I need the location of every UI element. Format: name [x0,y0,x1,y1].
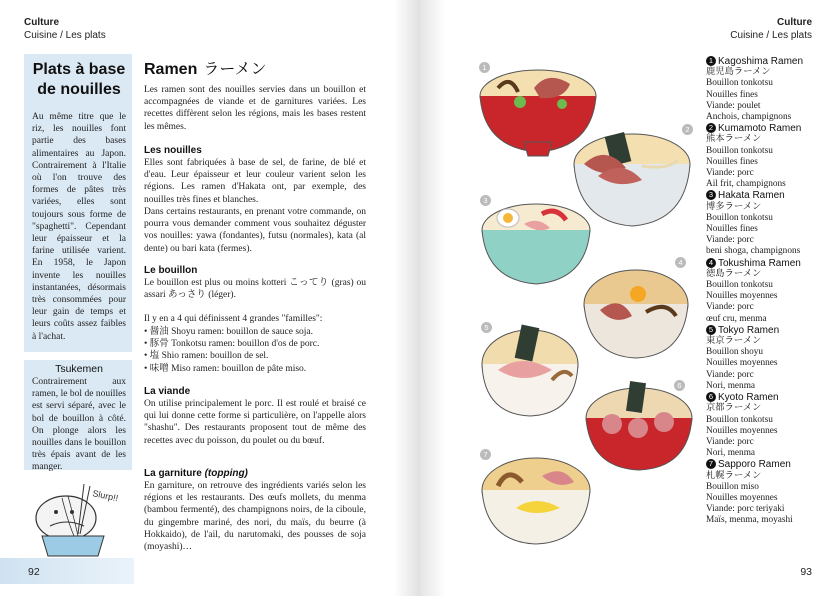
item-number: 4 [706,258,716,268]
gutter-shadow [420,0,446,596]
item-number: 3 [706,190,716,200]
tsukemen-title: Tsukemen [55,363,103,375]
item-line: Bouillon tonkotsu [706,414,773,425]
item-name: Kyoto Ramen [718,392,779,404]
section-title-viande: La viande [144,386,191,397]
item-line: Bouillon miso [706,481,759,492]
bouillon-list [144,326,366,375]
bowl-badge: 2 [682,124,693,135]
item-number: 6 [706,392,716,402]
item-line: Bouillon tonkotsu [706,280,773,291]
item-number: 7 [706,459,716,469]
sidebar-title-line2: de nouilles [37,81,121,98]
bowl-badge: 7 [480,449,491,460]
item-line: Viande: porc [706,369,754,380]
section-intro-familles: Il y en a 4 qui définissent 4 grandes "familles": [144,314,323,324]
ramen-bowl-icon [478,320,582,420]
item-line: Bouillon shoyu [706,347,764,358]
item-line: Viande: porc [706,302,754,313]
mascot-icon [28,478,138,562]
ramen-bowl-icon [582,378,696,474]
ramen-list [706,56,826,527]
section-title-nouilles: Les nouilles [144,145,202,156]
item-line: Bouillon tonkotsu [706,212,773,223]
item-number: 5 [706,325,716,335]
section-body-nouilles-2: Dans certains restaurants, en prenant votre commande, on pourra vous demander comment vous souhaitez déguster vos nouilles: yawa (fondantes), futsu (normales), kata (al dente) ou bari kata (fermes). [144,207,366,254]
section-body-garniture: En garniture, on retrouve des ingrédients variés selon les régions et les restaurants. Des œufs mollets, du menma (bambou fermenté), des champignons noirs, de la ciboule, du gingembre mariné, des nori, du maïs, du beurre (à Hokkaido), de l'ail, du narutomaki, des pousses de soja (moyashi)… [144,481,366,553]
left-page-number: 92 [28,566,40,578]
item-jp: 東京ラーメン [706,336,762,347]
item-name: Tokyo Ramen [718,324,780,336]
page-title [144,56,267,79]
item-line: beni shoga, champignons [706,246,801,257]
list-item: • 醤油 Shoyu ramen: bouillon de sauce soja. [144,327,314,337]
sidebar-body: Au même titre que le riz, les nouilles font partie des bases alimentaires au Japon. Contrairement à l'Italie où l'on trouve des formes de pâtes très variées, elles sont toujours sous forme de "spaghetti". Cependant leur épaisseur et la farine utilisée varient. En 1958, le Japon invente les nouilles instantanées, désormais très consommées pour leur gain de temps et leurs coûts assez faibles à l'achat. [32,112,126,342]
left-header-category: Culture [24,17,59,28]
bowl-badge: 1 [479,62,490,73]
list-item: • 豚骨 Tonkotsu ramen: bouillon d'os de porc. [144,339,320,350]
section-body-nouilles: Elles sont fabriquées à base de sel, de farine, de blé et d'eau. Leur épaisseur et leur couleur varient selon les régions. Les ramen d'Hakata ont, par exemple, des nouilles très fines et blanches. [144,158,366,205]
bowl-badge: 6 [674,380,685,391]
list-item [706,258,826,325]
list-item [706,459,826,526]
list-item: • 味噌 Miso ramen: bouillon de pâte miso. [144,363,307,374]
section-title-garniture [144,468,248,479]
right-header-category: Culture [777,17,812,28]
garniture-title: La garniture [144,468,202,479]
right-header-subtitle: Cuisine / Les plats [730,30,812,41]
ramen-bowl-icon [476,194,596,290]
item-line: Viande: porc [706,235,754,246]
item-line: Viande: porc [706,436,754,447]
item-jp: 京都ラーメン [706,403,762,414]
item-line: Maïs, menma, moyashi [706,515,793,526]
item-jp: 熊本ラーメン [706,134,762,145]
section-body-bouillon: Le bouillon est plus ou moins kotteri こってり (gras) ou assari あっさり (léger). [144,278,366,301]
item-jp: 札幌ラーメン [706,470,762,481]
sidebar-title-line1: Plats à base [32,61,126,78]
slurp-text: Slurp!! [91,488,120,504]
bowl-badge: 4 [675,257,686,268]
left-header-subtitle: Cuisine / Les plats [24,30,106,41]
list-item: • 塩 Shio ramen: bouillon de sel. [144,351,269,362]
item-line: Nouilles fines [706,156,758,167]
item-line: Viande: porc [706,168,754,179]
item-name: Sapporo Ramen [718,459,791,471]
section-title-bouillon: Le bouillon [144,265,198,276]
list-item [706,325,826,392]
item-number: 1 [706,56,716,66]
item-line: Bouillon tonkotsu [706,145,773,156]
bowl-badge: 5 [481,322,492,333]
bowl-badge: 3 [480,195,491,206]
item-jp: 博多ラーメン [706,201,762,212]
item-line: Nori, menma [706,448,756,459]
item-line: Viande: poulet [706,100,761,111]
title-text: Ramen [144,61,198,78]
item-jp: 徳島ラーメン [706,268,762,279]
section-body-viande: On utilise principalement le porc. Il est roulé et braisé ce qui lui donne cette forme si particulière, on l'appelle alors "shashu". Des restaurants proposent tout de même des recettes avec du poisson, du poulet ou du bœuf. [144,399,366,446]
folio-bar [0,558,134,584]
item-line: Nouilles moyennes [706,425,778,436]
item-jp: 鹿児島ラーメン [706,67,771,78]
item-name: Tokushima Ramen [718,257,801,269]
list-item [706,123,826,190]
title-jp: ラーメン [203,61,267,78]
sidebar-title [30,60,128,100]
list-item [706,56,826,123]
item-line: Anchois, champignons [706,112,792,123]
tsukemen-body: Contrairement aux ramen, le bol de nouilles est servi séparé, avec le bol de bouillon à côté. On plonge alors les nouilles dans le bouillon très épais avant de les manger. [32,377,126,473]
item-name: Kumamoto Ramen [718,123,802,135]
item-line: œuf cru, menma [706,313,767,324]
ramen-bowl-icon [478,446,594,548]
item-line: Bouillon tonkotsu [706,78,773,89]
list-item [706,392,826,459]
item-line: Nori, menma [706,380,756,391]
item-name: Kagoshima Ramen [718,56,804,67]
garniture-title-em: (topping) [204,468,248,479]
item-line: Nouilles fines [706,224,758,235]
item-line: Nouilles moyennes [706,492,778,503]
intro-paragraph: Les ramen sont des nouilles servies dans un bouillon et accompagnées de viande et de garnitures variées. Les recettes diffèrent selon les régions, mais les bases restent les mêmes. [144,85,366,132]
list-item [706,190,826,257]
item-line: Ail frit, champignons [706,179,786,190]
item-line: Nouilles fines [706,89,758,100]
item-line: Nouilles moyennes [706,358,778,369]
item-line: Viande: porc teriyaki [706,504,785,515]
ramen-bowl-icon [580,260,692,362]
gutter-shadow [394,0,420,596]
item-number: 2 [706,123,716,133]
item-line: Nouilles moyennes [706,291,778,302]
item-name: Hakata Ramen [718,190,785,202]
right-page-number: 93 [800,566,812,578]
